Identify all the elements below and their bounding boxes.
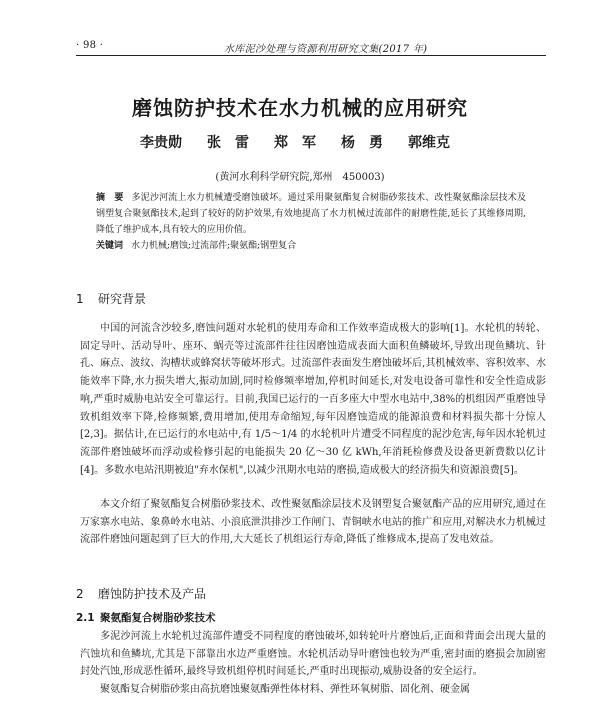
author: 郑 军 — [274, 135, 316, 151]
journal-title: 水库泥沙处理与资源利用研究文集(2017 年) — [224, 44, 428, 55]
keywords-text: 水力机械;磨蚀;过流部件;聚氨酯;钢塑复合 — [131, 241, 297, 251]
paper-title: 磨蚀防护技术在水力机械的应用研究 — [132, 96, 468, 120]
paragraph: 中国的河流含沙较多,磨蚀问题对水轮机的使用寿命和工作效率造成极大的影响[1]。水轮机的转轮、固定导叶、活动导叶、座环、蜗壳等过流部件往往因磨蚀造成表面大面积鱼鳞破坏,导致出现鱼鳞坑、针孔、麻点、波纹、沟槽状或蜂窝状等破坏形式。过流部件表面发生磨蚀破坏后,其机械效率、容积效率、水能效率下降,水力损失增大,振动加剧,同时检修频率增加,停机时间延长,对发电设备可靠性和安全性造成影响,严重时威胁电站安全可靠运行。目前,我国已运行的一百多座大中型水电站中,38%的机组因严重磨蚀导致机组效率下降,检修频繁,费用增加,使用寿命缩短,每年因磨蚀造成的能源浪费和材料损失都十分惊人[2,3]。据估计,在已运行的水电站中,有 1/5～1/4 的水轮机叶片遭受不同程度的泥沙危害,每年因水轮机过流部件磨蚀破坏而浮动或检修引起的电能损失 20 亿～30 亿 kWh,年消耗检修费及设备更新费数以亿计[4]。多数水电站汛期被迫"弃水保机",以减少汛期水电站的磨损,造成极大的经济损失和资源浪费[5]。 — [80, 323, 546, 476]
author: 张 雷 — [207, 135, 249, 151]
paragraph: 本文介绍了聚氨酯复合树脂砂浆技术、改性聚氨酯涂层技术及钢塑复合聚氨酯产品的应用研究,通过在万家寨水电站、象鼻岭水电站、小浪底泄洪排沙工作闸门、青铜峡水电站的推广和应用,对解决水力机械过流部件磨蚀问题起到了巨大的作用,大大延长了机组运行寿命,降低了维修成本,提高了发电效益。 — [80, 499, 546, 546]
author-list — [140, 132, 450, 152]
section-heading — [76, 585, 206, 602]
paragraph: 多泥沙河流上水轮机过流部件遭受不同程度的磨蚀破坏,如转轮叶片磨蚀后,正面和背面会出现大量的汽蚀坑和鱼鳞坑,尤其是下部靠出水边严重磨蚀。水轮机活动导叶磨蚀也较为严重,密封面的磨损会加剧密封处汽蚀,形成恶性循环,最终导致机组停机时间延长,严重时出现振动,威胁设备的安全运行。 — [80, 631, 546, 678]
abstract-block — [96, 190, 526, 254]
subsection-number: 2.1 — [76, 612, 95, 624]
header-rule — [76, 55, 546, 56]
keywords — [96, 238, 526, 254]
abstract-text: 多泥沙河流上水力机械遭受磨蚀破坏。通过采用聚氨酯复合树脂砂浆技术、改性聚氨酯涂层技术及钢塑复合聚氨酯技术,起到了较好的防护效果,有效地提高了水力机械过流部件的耐磨性能,延长了其维修周期,降低了维护成本,具有较大的应用价值。 — [96, 193, 526, 235]
abstract — [96, 190, 526, 238]
keywords-label: 关键词 — [96, 241, 124, 251]
section-title: 磨蚀防护技术及产品 — [98, 587, 207, 601]
paragraph: 聚氨酯复合树脂砂浆由高抗磨蚀聚氨酯弹性体材料、弹性环氧树脂、固化剂、硬金属 — [100, 684, 470, 695]
section-number: 1 — [76, 292, 84, 306]
section-number: 2 — [76, 587, 84, 601]
section-title: 研究背景 — [98, 292, 147, 306]
page-number: · 98 · — [76, 40, 104, 51]
abstract-label: 摘 要 — [96, 193, 124, 203]
author: 李贵勋 — [140, 135, 182, 151]
subsection-heading — [76, 610, 216, 625]
section-heading — [76, 290, 146, 307]
author: 杨 勇 — [341, 135, 383, 151]
author: 郭维克 — [408, 135, 450, 151]
subsection-title: 聚氨酯复合树脂砂浆技术 — [100, 612, 216, 624]
affiliation: (黄河水利科学研究院,郑州 450003) — [215, 172, 385, 183]
